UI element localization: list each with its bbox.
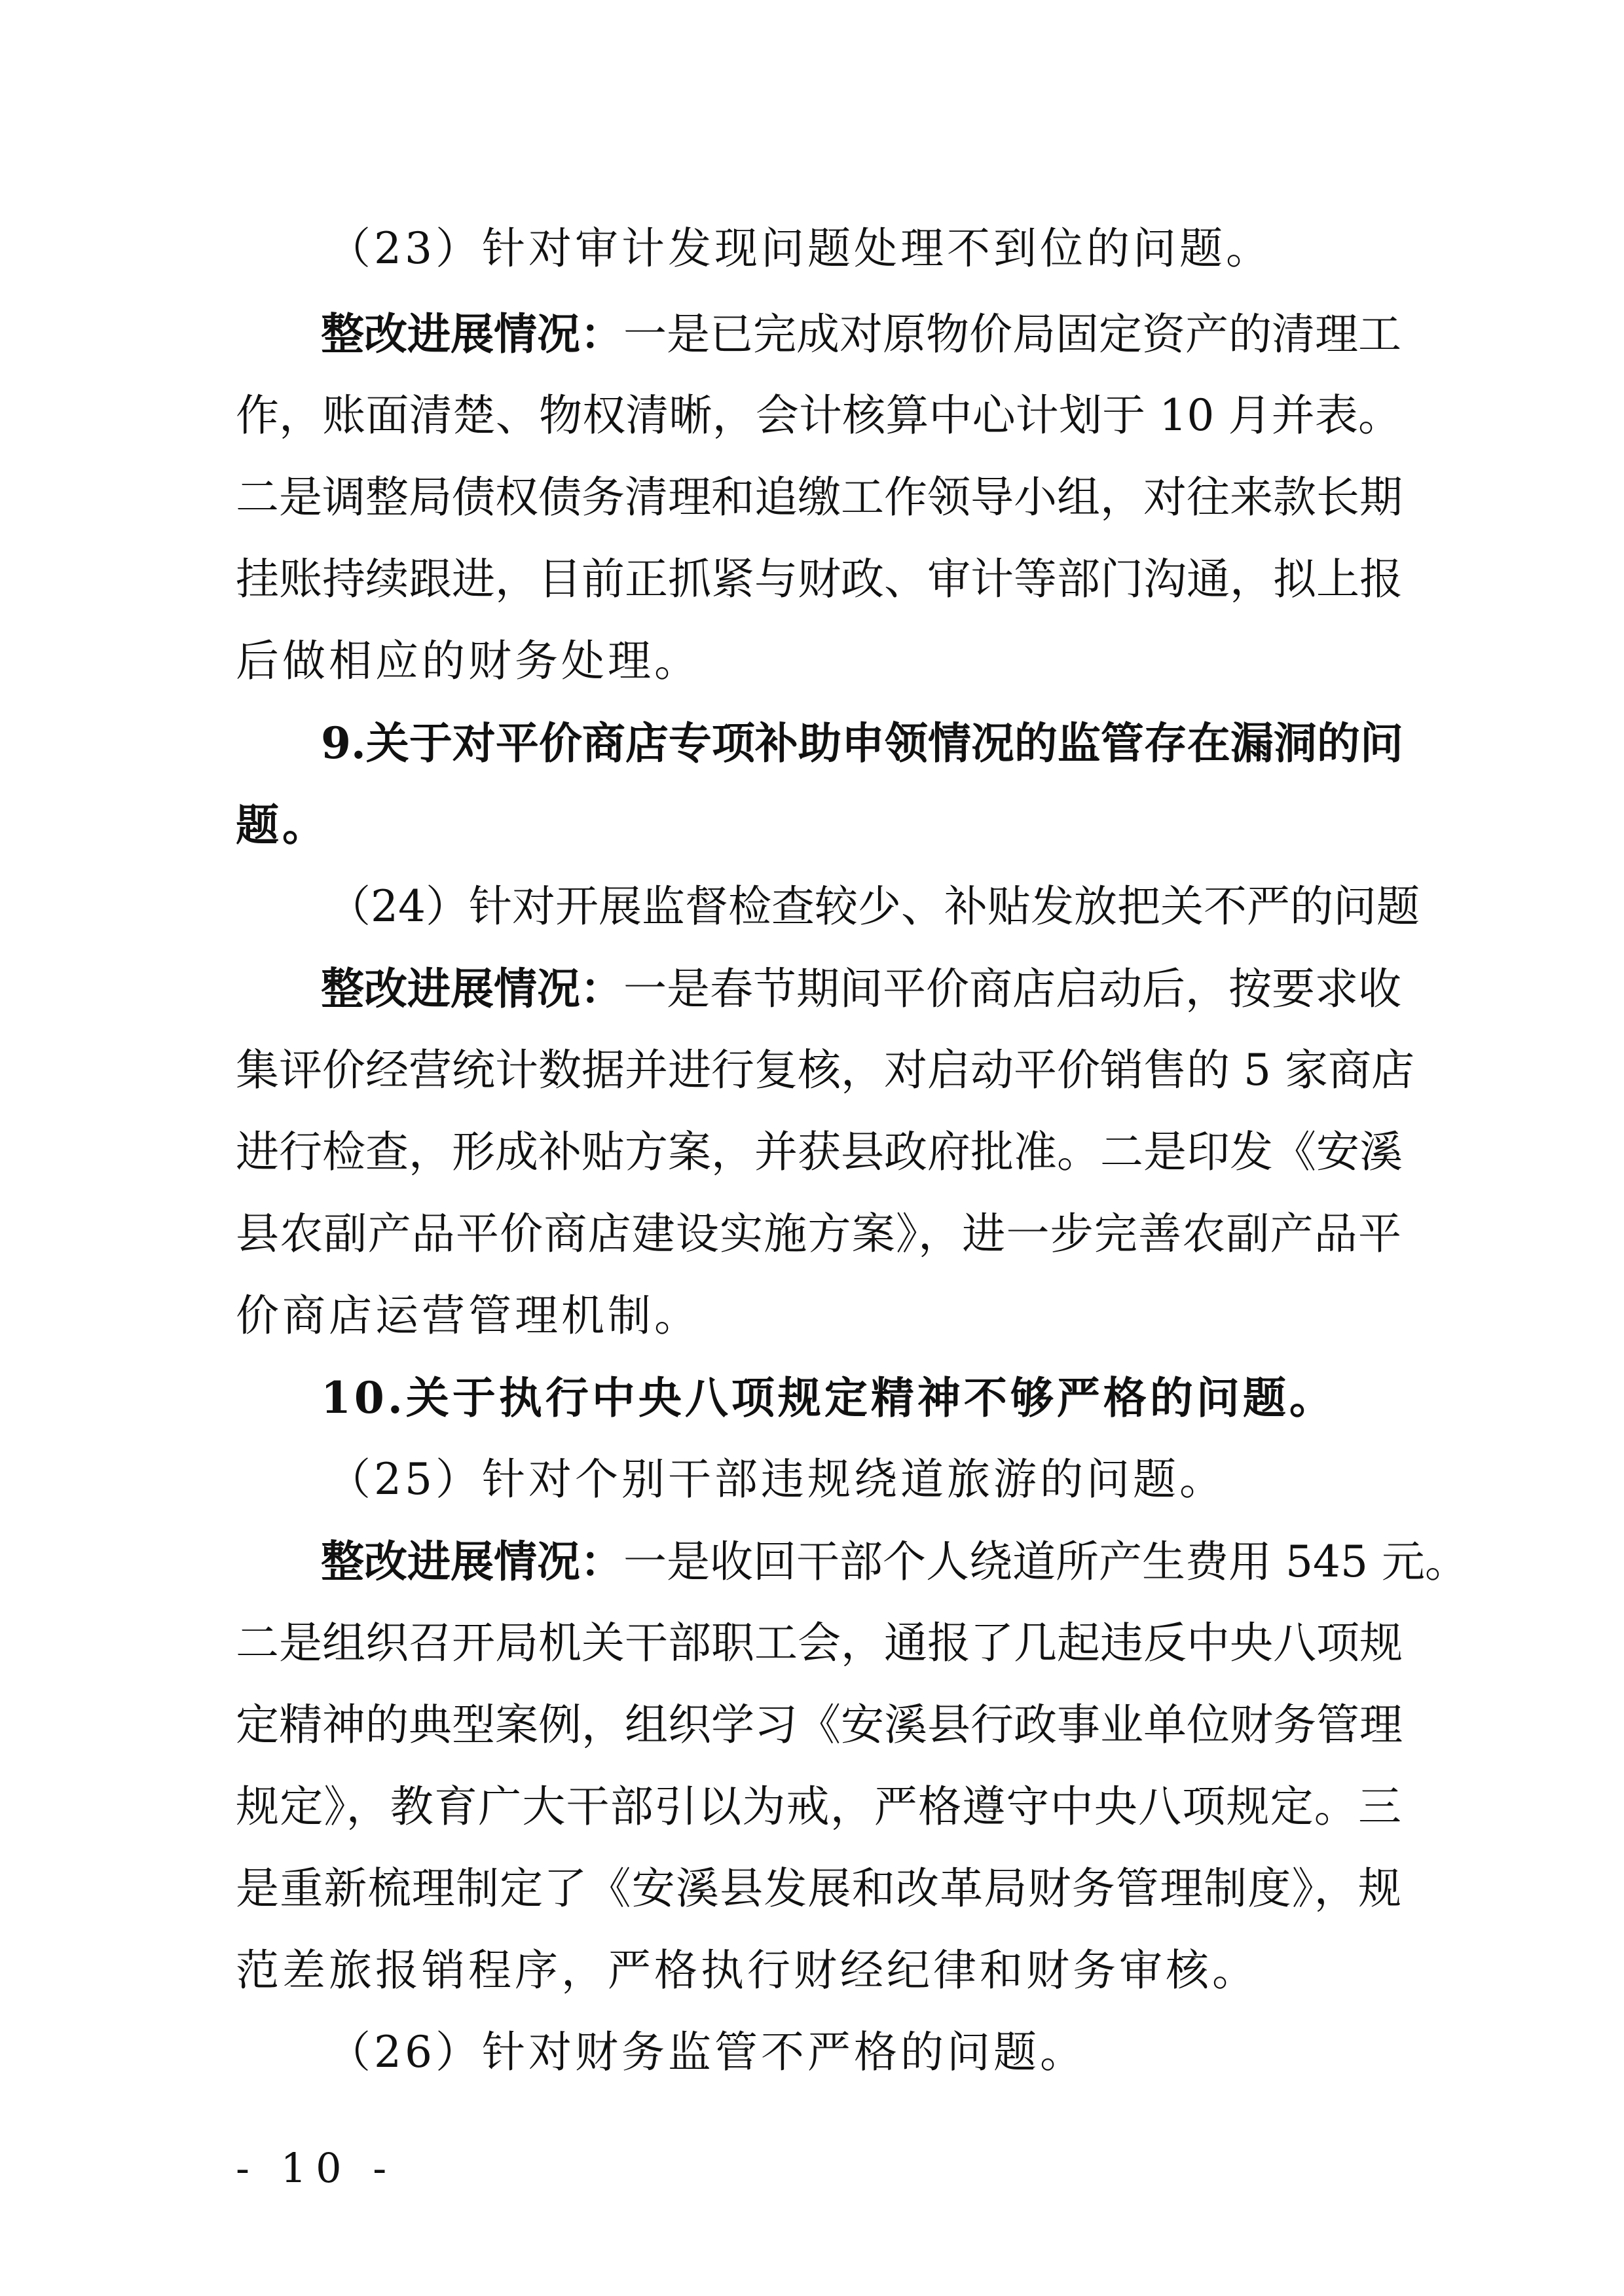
item-24-paragraph-line-5: 价商店运营管理机制。 [236,1290,701,1341]
item-25-text-1: 一是收回干部个人绕道所产生费用 545 元。 [623,1537,1468,1587]
item-23-paragraph-line-2: 作，账面清楚、物权清晰，会计核算中心计划于 10 月并表。 [236,390,1401,441]
item-23-heading: （23）针对审计发现问题处理不到位的问题。 [327,223,1272,274]
item-25-paragraph-line-2: 二是组织召开局机关干部职工会，通报了几起违反中央八项规 [236,1618,1403,1668]
section-9-heading-line-1: 9.关于对平价商店专项补助申领情况的监管存在漏洞的问 [321,718,1403,769]
item-24-paragraph-line-2: 集评价经营统计数据并进行复核，对启动平价销售的 5 家商店 [236,1045,1414,1095]
item-24-paragraph-line-1 [321,962,1401,1015]
item-24-text-1: 一是春节期间平价商店启动后，按要求收 [623,964,1401,1014]
item-24-heading: （24）针对开展监督检查较少、补贴发放把关不严的问题 [327,881,1420,932]
item-26-heading: （26）针对财务监管不严格的问题。 [327,2027,1086,2077]
progress-label: 整改进展情况： [321,963,623,1014]
section-10-heading: 10.关于执行中央八项规定精神不够严格的问题。 [321,1372,1336,1423]
item-23-paragraph-line-3: 二是调整局债权债务清理和追缴工作领导小组，对往来款长期 [236,472,1403,522]
page-number: - 10 - [236,2144,396,2192]
progress-label: 整改进展情况： [321,308,623,359]
item-25-paragraph-line-3: 定精神的典型案例，组织学习《安溪县行政事业单位财务管理 [236,1700,1403,1750]
item-23-text-1: 一是已完成对原物价局固定资产的清理工 [623,309,1401,359]
item-25-paragraph-line-5: 是重新梳理制定了《安溪县发展和改革局财务管理制度》，规 [236,1863,1401,1914]
item-23-paragraph-line-5: 后做相应的财务处理。 [236,636,701,686]
item-24-paragraph-line-3: 进行检查，形成补贴方案，并获县政府批准。二是印发《安溪 [236,1127,1403,1177]
item-23-paragraph-line-4: 挂账持续跟进，目前正抓紧与财政、审计等部门沟通，拟上报 [236,554,1403,604]
item-25-heading: （25）针对个别干部违规绕道旅游的问题。 [327,1454,1226,1504]
item-25-paragraph-line-6: 范差旅报销程序，严格执行财经纪律和财务审核。 [236,1945,1259,1995]
item-23-paragraph-line-1 [321,308,1401,360]
item-24-paragraph-line-4: 县农副产品平价商店建设实施方案》，进一步完善农副产品平 [236,1209,1401,1259]
section-9-heading-line-2: 题。 [236,799,329,850]
item-25-paragraph-line-4: 规定》，教育广大干部引以为戒，严格遵守中央八项规定。三 [236,1781,1401,1832]
item-25-paragraph-line-1 [321,1535,1468,1588]
progress-label: 整改进展情况： [321,1536,623,1587]
